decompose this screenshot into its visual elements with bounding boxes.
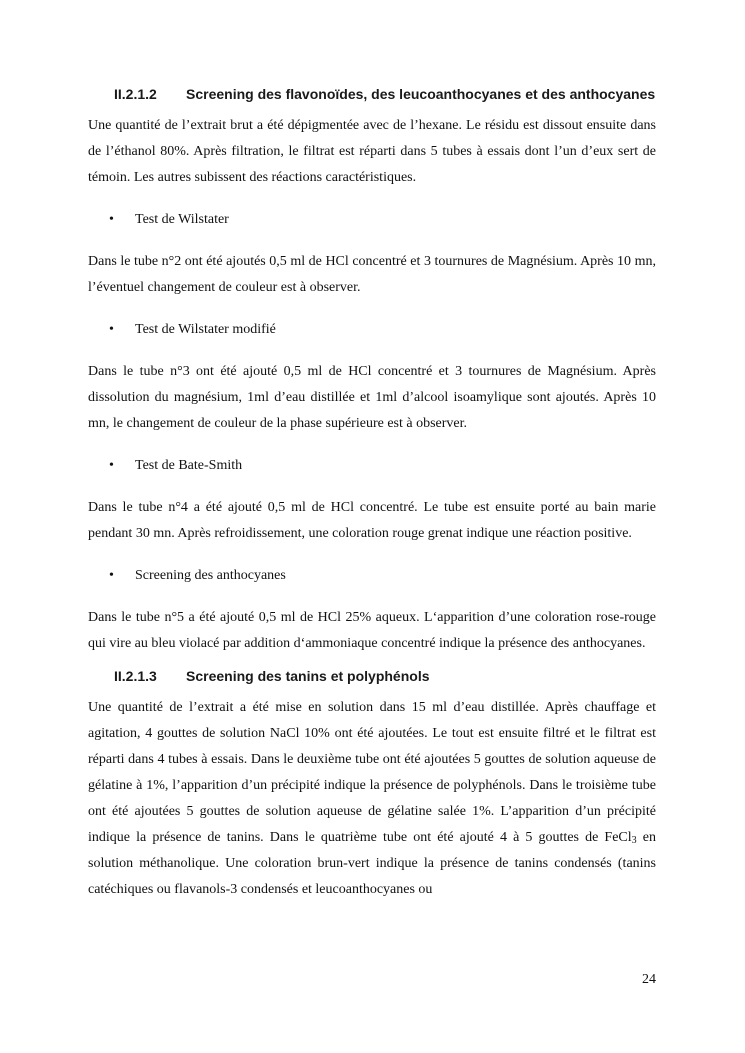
bullet-label: Test de Bate-Smith — [135, 458, 243, 473]
bullet-anthocyanes — [88, 563, 656, 589]
bullet-wilstater-modifie — [88, 317, 656, 343]
text-part: Une quantité de l’extrait a été mise en solution dans 15 ml d’eau distillée. Après chauffage et agitation, 4 gouttes de solution NaCl 10% ont été ajoutées. Le tout est ensuite filtré et le filtrat est réparti dans 4 tubes à essais. Dans le deuxième tube ont été ajoutées 5 gouttes de solution aqueuse de gélatine à 1%, l’apparition d’un précipité indique la présence de polyphénols. Dans le troisième tube ont été ajoutées 5 gouttes de solution aqueuse de gélatine salée 1%. L’apparition d’un précipité indique la présence de tanins. Dans le quatrième tube ont été ajouté 4 à 5 gouttes de FeCl — [88, 700, 656, 845]
paragraph-tanins — [88, 695, 656, 903]
paragraph-intro: Une quantité de l’extrait brut a été dépigmentée avec de l’hexane. Le résidu est dissout ensuite dans de l’éthanol 80%. Après filtration, le filtrat est réparti dans 5 tubes à essais dont l’un d’eux sert de témoin. Les autres subissent des réactions caractéristiques. — [88, 118, 656, 185]
section-number: II.2.1.3 — [114, 668, 157, 684]
paragraph-anthocyanes: Dans le tube n°5 a été ajouté 0,5 ml de HCl 25% aqueux. L‘apparition d’une coloration rose-rouge qui vire au bleu violacé par addition d‘ammoniaque concentré indique la présence des anthocyanes. — [88, 610, 656, 651]
bullet-label: Screening des anthocyanes — [135, 568, 286, 583]
bullet-label: Test de Wilstater — [135, 212, 229, 227]
subscript: 3 — [631, 835, 637, 846]
bullet-icon: • — [109, 322, 114, 337]
bullet-label: Test de Wilstater modifié — [135, 322, 276, 337]
section-title: Screening des tanins et polyphénols — [186, 668, 430, 684]
page-number: 24 — [642, 972, 656, 987]
bullet-icon: • — [109, 212, 114, 227]
text-part: en solution méthanolique. Une coloration brun-vert indique la présence de tanins condensés (tanins catéchiques ou flavanols-3 condensés et leucoanthocyanes ou — [88, 830, 657, 897]
section-heading-flavonoides — [88, 86, 656, 102]
bullet-icon: • — [109, 568, 114, 583]
bullet-wilstater — [88, 207, 656, 233]
bullet-bate-smith — [88, 453, 656, 479]
section-title: Screening des flavonoïdes, des leucoanthocyanes et des anthocyanes — [186, 86, 656, 102]
paragraph-wilstater-modifie: Dans le tube n°3 ont été ajouté 0,5 ml de HCl concentré et 3 tournures de Magnésium. Après dissolution du magnésium, 1ml d’eau distillée et 1ml d’alcool isoamylique sont ajoutés. Après 10 mn, le changement de couleur de la phase supérieure est à observer. — [88, 364, 656, 431]
section-heading-tanins — [88, 668, 656, 684]
page-content — [88, 86, 656, 903]
paragraph-wilstater: Dans le tube n°2 ont été ajoutés 0,5 ml de HCl concentré et 3 tournures de Magnésium. Après 10 mn, l’éventuel changement de couleur est à observer. — [88, 254, 656, 295]
paragraph-bate-smith: Dans le tube n°4 a été ajouté 0,5 ml de HCl concentré. Le tube est ensuite porté au bain marie pendant 30 mn. Après refroidissement, une coloration rouge grenat indique une réaction positive. — [88, 500, 656, 541]
bullet-icon: • — [109, 458, 114, 473]
section-number: II.2.1.2 — [114, 86, 157, 102]
